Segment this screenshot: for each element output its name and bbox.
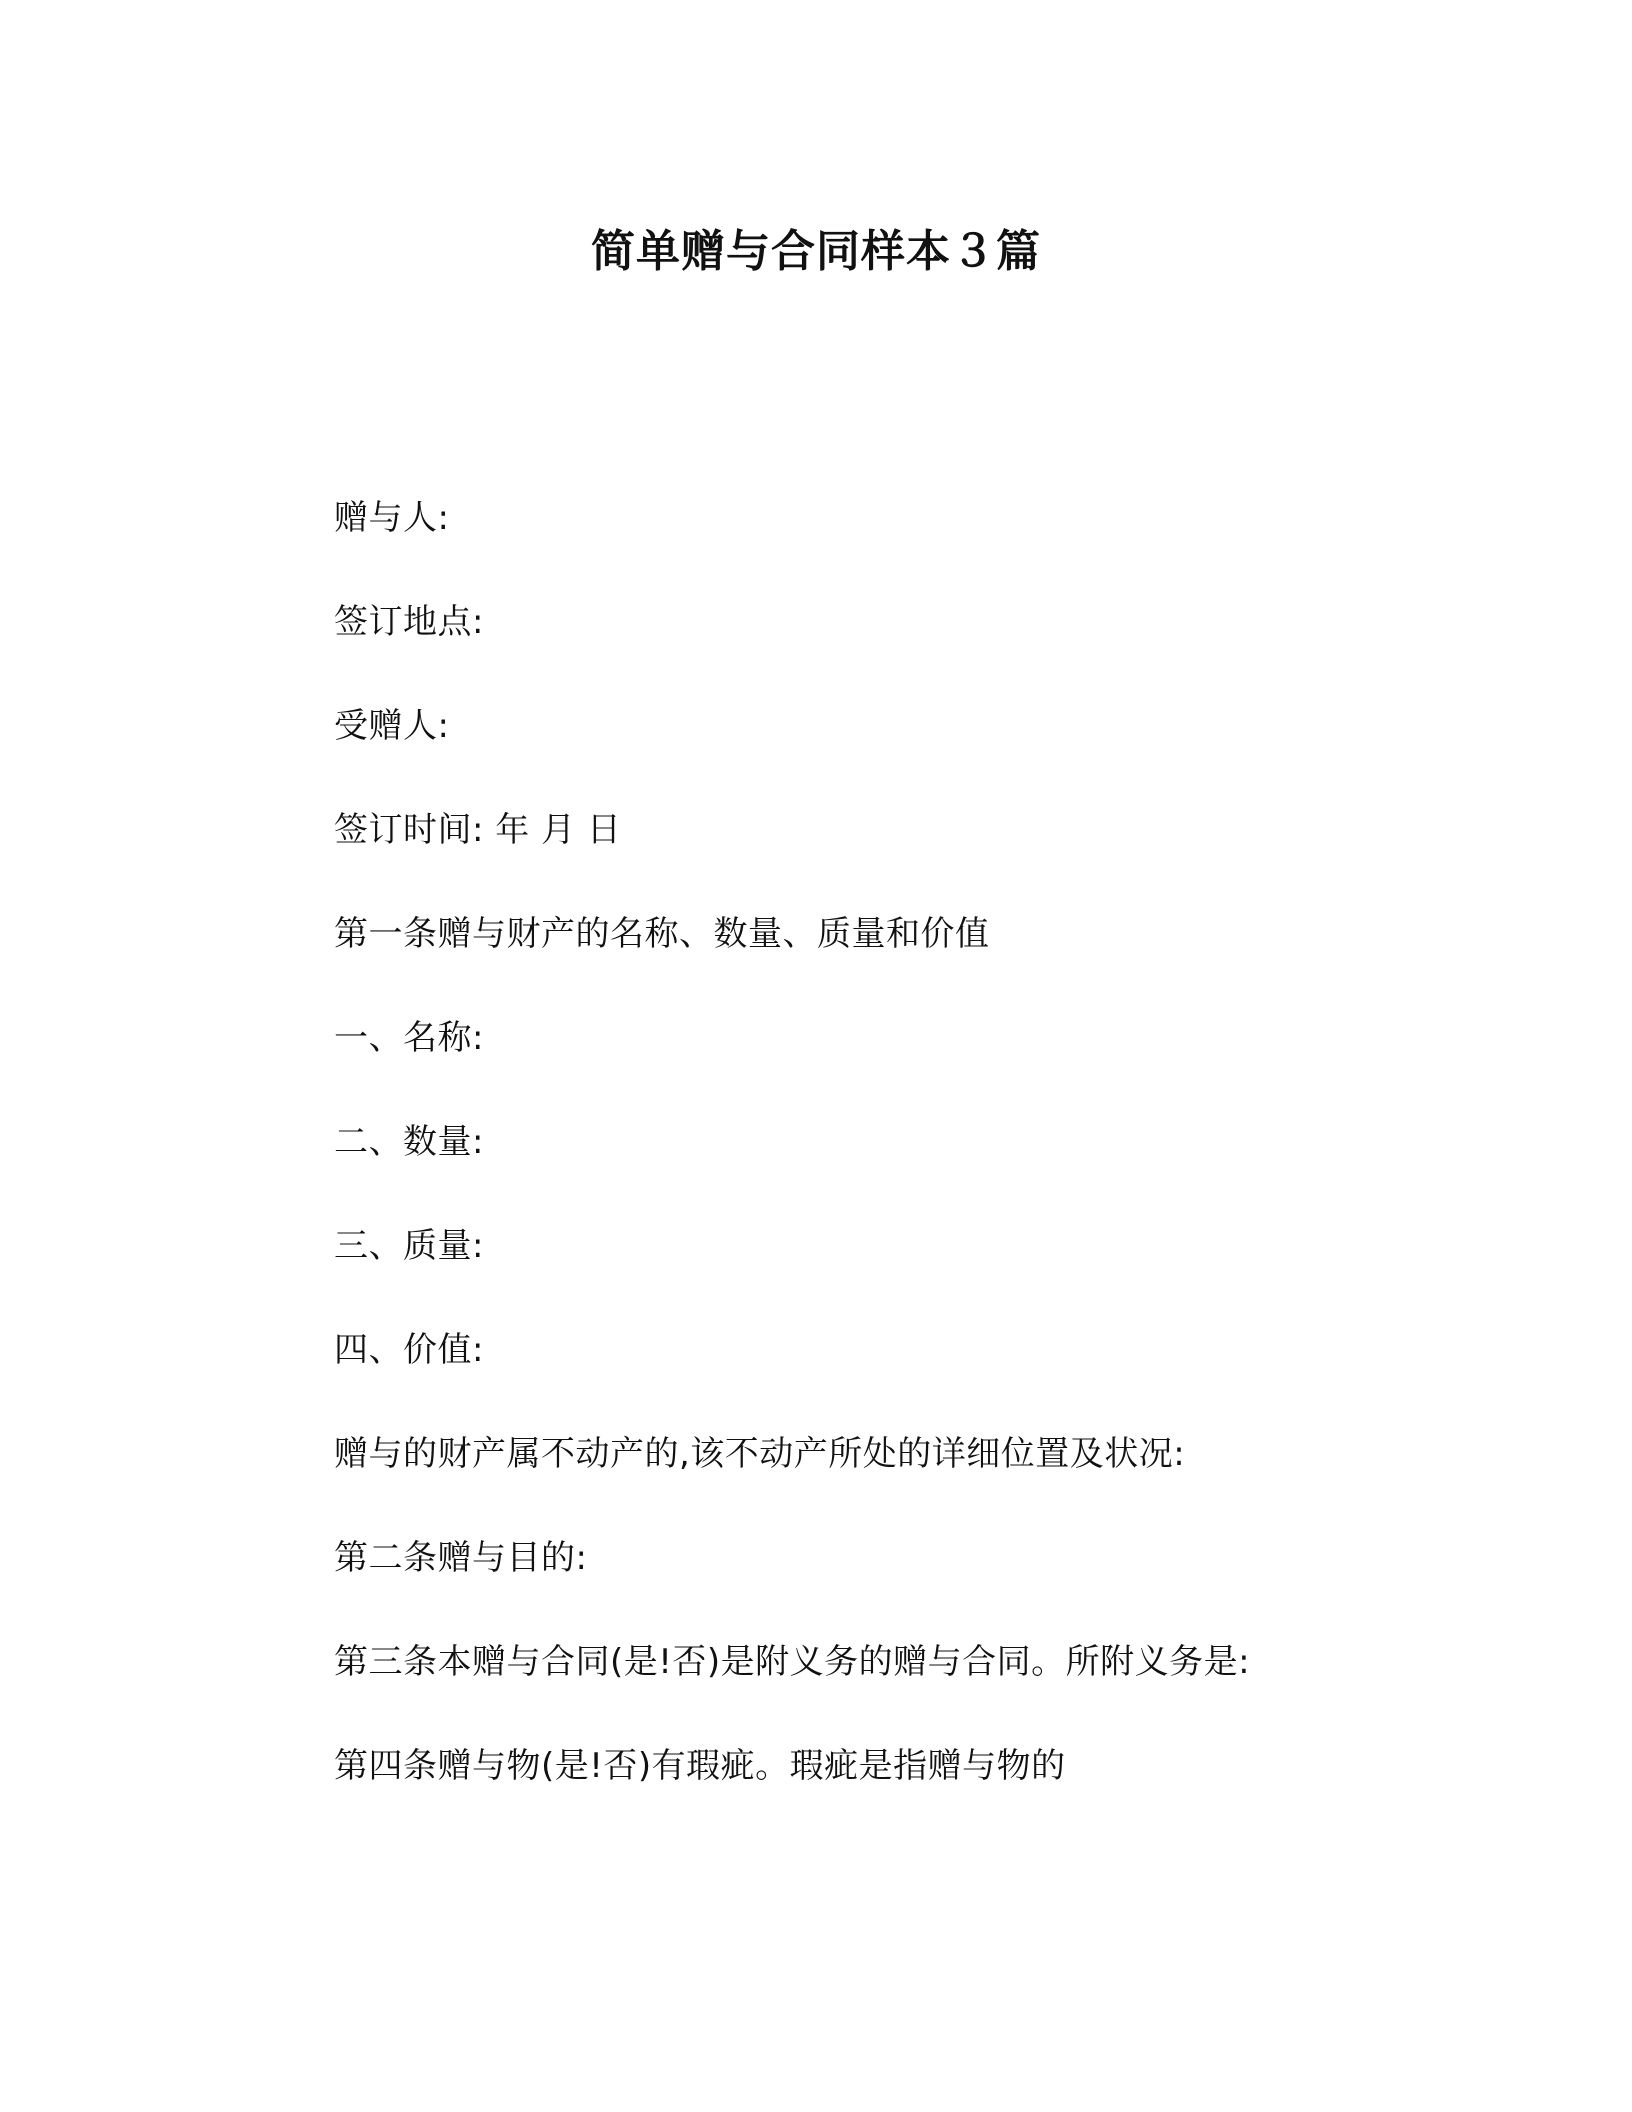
item-name-field: 一、名称: — [334, 1018, 484, 1058]
item-value-field: 四、价值: — [334, 1330, 484, 1370]
signing-place-field: 签订地点: — [334, 602, 484, 642]
donee-field: 受赠人: — [334, 706, 450, 746]
article-2-heading: 第二条赠与目的: — [334, 1538, 588, 1578]
article-3-heading: 第三条本赠与合同(是!否)是附义务的赠与合同。所附义务是: — [334, 1642, 1251, 1682]
article-1-heading: 第一条赠与财产的名称、数量、质量和价值 — [334, 914, 990, 954]
article-4-heading: 第四条赠与物(是!否)有瑕疵。瑕疵是指赠与物的 — [334, 1746, 1066, 1786]
item-quality-field: 三、质量: — [334, 1226, 484, 1266]
document-title: 简单赠与合同样本３篇 — [591, 226, 1041, 277]
real-estate-location-field: 赠与的财产属不动产的,该不动产所处的详细位置及状况: — [334, 1434, 1186, 1474]
signing-date-field: 签订时间: 年 月 日 — [334, 810, 622, 850]
document-body — [334, 493, 1364, 1845]
item-quantity-field: 二、数量: — [334, 1122, 484, 1162]
donor-field: 赠与人: — [334, 498, 450, 538]
